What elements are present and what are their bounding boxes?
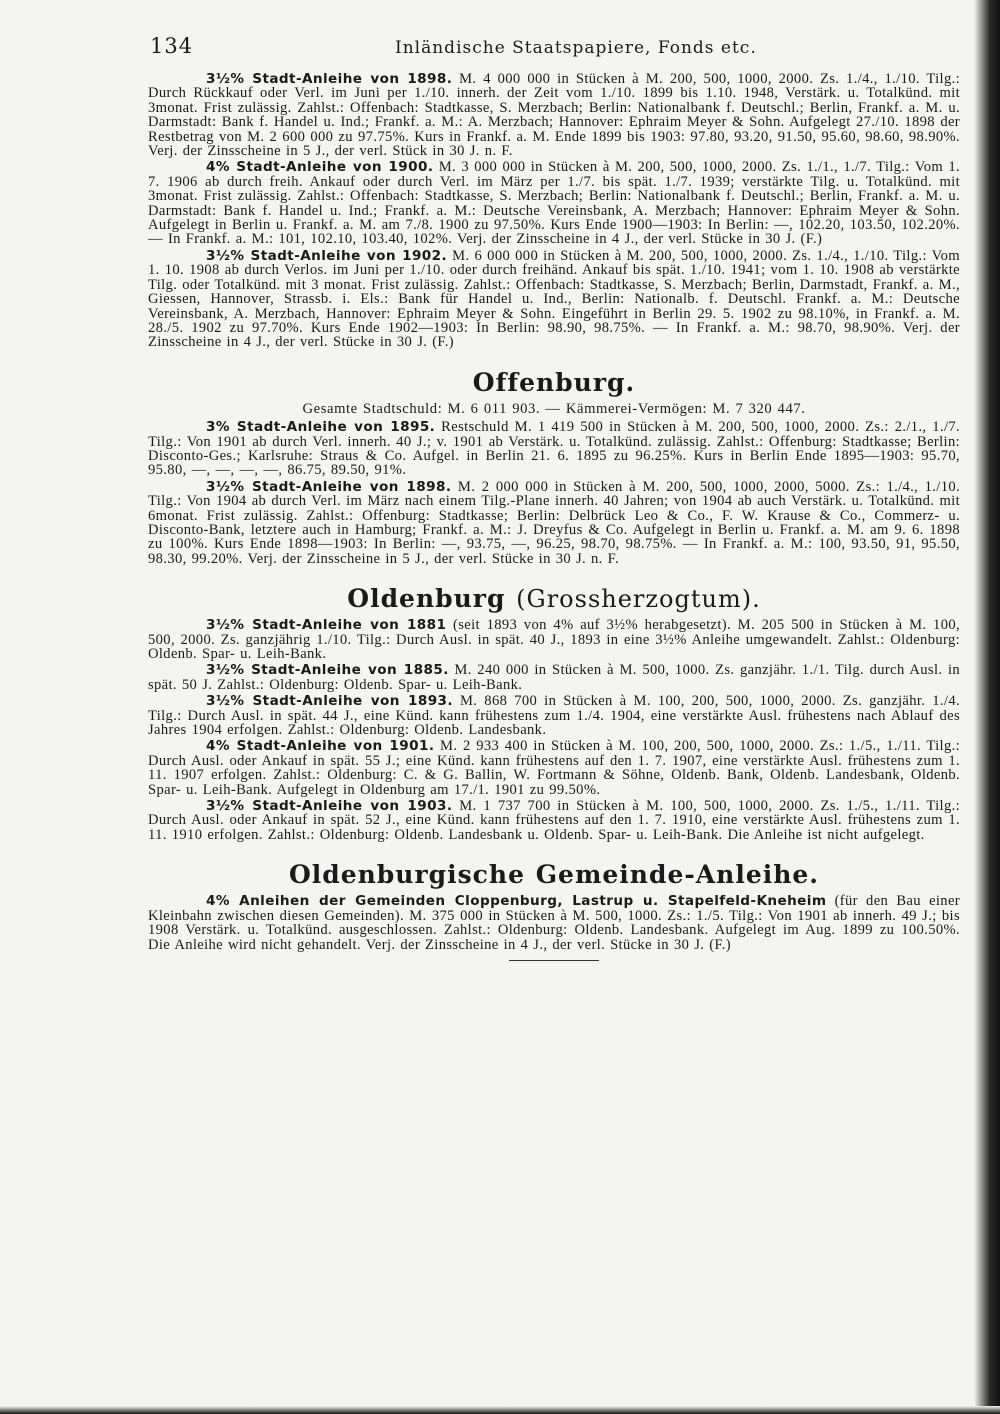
entry-text: (seit 1893 von 4% auf 3½% herabgesetzt). M. 205 500 in Stücken à M. 100, 500, 2000. Zs. ganzjährig 1./10. Tilg.: Durch Ausl. in spät. 40 J., 1893 in eine 3½% Anleihe umgewandelt. Zahlst.: Oldenburg: Oldenb. Spar- u. Leih-Bank. [148, 617, 960, 662]
running-title: Inländische Staatspapiere, Fonds etc. [395, 38, 757, 58]
entry-text: M. 3 000 000 in Stücken à M. 200, 500, 1000, 2000. Zs. 1./1., 1./7. Tilg.: Vom 1. 7. 1906 ab durch freih. Ankauf oder durch Verl. im März per 1./7. bis spät. 1./7. 1939; verstärkte Tilg. u. Totalkünd. mit 3monat. Frist zulässig. Zahlst.: Offenbach: Stadtkasse, S. Merzbach; Berlin: Nationalbank f. Deutschl.; Berlin, Frankf. a. M. u. Darmstadt: Bank f. Handel u. Ind.; Frankf. a. M.: Deutsche Vereinsbank, A. Merzbach; Hannover: Ephraim Meyer & Sohn. Aufgelegt in Berlin u. Frankf. a. M. am 7./8. 1900 zu 97.50%. Kurs Ende 1900—1903: In Berlin: —, 102.20, 103.50, 102.20%. — In Frankf. a. M.: 101, 102.10, 103.40, 102%. Verj. der Zinsscheine in 4 J., der verl. Stücke in 30 J. (F.) [148, 159, 960, 248]
section-title-sub: (Grossherzogtum). [516, 585, 761, 614]
entry-heading: 3½% Stadt-Anleihe von 1898. [206, 71, 453, 87]
scan-bottom-edge [0, 1406, 1000, 1414]
entry-heading: 3% Stadt-Anleihe von 1895. [206, 419, 436, 436]
scan-edge-shadow [974, 0, 1000, 1414]
entry-paragraph [148, 160, 960, 246]
entry-text: M. 1 737 700 in Stücken à M. 100, 500, 1000, 2000. Zs. 1./5., 1./11. Tilg.: Durch Ausl. oder Ankauf in spät. 52 J., eine Künd. kann frühestens auf den 1. 7. 1910, eine verstärkte Ausl. frühestens zum 1. 11. 1910 erfolgen. Zahlst.: Oldenburg: Oldenb. Landesbank u. Oldenb. Spar- u. Leih-Bank. Die Anleihe ist nicht aufgelegt. [148, 798, 961, 843]
entry-paragraph [148, 618, 960, 661]
entry-text: M. 2 000 000 in Stücken à M. 200, 500, 1000, 2000, 5000. Zs.: 1./4., 1./10. Tilg.: Von 1904 ab durch Verl. im März nach einem Tilg.-Plane innerh. 40 Jahren; von 1904 ab auch Verstärk. u. Totalkünd. mit 6monat. Frist zulässig. Zahlst.: Offenburg: Stadtkasse; Berlin: Delbrück Leo & Co., F. W. Krause & Co., Commerz- u. Disconto-Bank, letztere auch in Hamburg; Frankf. a. M.: J. Dreyfus & Co. Aufgelegt in Berlin u. Frankf. a. M. am 9. 6. 1898 zu 100%. Kurs Ende 1898—1903: In Berlin: —, 93.75, —, 96.25, 98.70, 98.75%. — In Frankf. a. M.: 100, 93.50, 91, 95.50, 98.30, 99.20%. Verj. der Zinsscheine in 5 J., der verl. Stücke in 30 J. n. F. [148, 478, 960, 567]
entry-paragraph [148, 480, 960, 566]
entry-paragraph [148, 894, 960, 952]
page-header [150, 34, 940, 64]
closing-rule [509, 960, 599, 961]
entry-heading: 3½% Stadt-Anleihe von 1885. [206, 662, 449, 679]
entry-text: M. 4 000 000 in Stücken à M. 200, 500, 1000, 2000. Zs. 1./4., 1./10. Tilg.: Durch Rückkauf oder Verl. im Juni per 1./10. innerh. der Zeit vom 1./10. 1899 bis 1.10. 1948, Verstärk. u. Totalkünd. mit 3monat. Frist zulässig. Zahlst.: Offenbach: Stadtkasse, S. Merzbach; Berlin: Nationalbank f. Deutschl.; Berlin, Frankf. a. M. u. Darmstadt: Bank f. Handel u. Ind.; Frankf. a. M.: A. Merzbach; Hannover: Ephraim Meyer & Sohn. Aufgelegt 27./10. 1898 der Restbetrag von M. 2 600 000 zu 97.75%. Kurs in Frankf. a. M. Ende 1899 bis 1903: 97.80, 93.20, 91.50, 95.60, 98.60, 98.90%. Verj. der Zinsscheine in 5 J., der verl. Stück in 30 J. n. F. [148, 71, 960, 160]
entry-text: Restschuld M. 1 419 500 in Stücken à M. 200, 500, 1000, 2000. Zs.: 2./1., 1./7. Tilg.: Von 1901 ab durch Verl. innerh. 40 J.; v. 1901 ab Verstärk. u. Totalkünd. zulässig. Zahlst.: Offenburg: Stadtkasse; Berlin: Disconto-Ges.; Karlsruhe: Straus & Co. Aufgel. in Berlin 21. 6. 1895 zu 96.25%. Kurs in Berlin Ende 1895—1903: 95.70, 95.80, —, —, —, —, 86.75, 89.50, 91%. [148, 419, 960, 479]
section-title-gemeinde: Oldenburgische Gemeinde-Anleihe. [288, 860, 820, 890]
entry-heading: 3½% Stadt-Anleihe von 1898. [206, 478, 452, 495]
page-number: 134 [150, 34, 194, 58]
entry-paragraph [148, 420, 960, 478]
entry-heading: 3½% Stadt-Anleihe von 1903. [206, 798, 453, 815]
entry-text: M. 240 000 in Stücken à M. 500, 1000. Zs. ganzjähr. 1./1. Tilg. durch Ausl. in spät. 50 J. Zahlst.: Oldenburg: Oldenb. Spar- u. Leih-Bank. [148, 662, 960, 693]
entry-heading: 3½% Stadt-Anleihe von 1893. [206, 693, 453, 710]
entry-paragraph [148, 663, 960, 692]
section-title-offenburg: Offenburg. [472, 367, 636, 397]
section-title-main: Oldenburg [347, 584, 506, 614]
entry-paragraph [148, 694, 960, 737]
entry-heading: 3½% Stadt-Anleihe von 1902. [206, 247, 448, 264]
entry-text: M. 2 933 400 in Stücken à M. 100, 200, 500, 1000, 2000. Zs.: 1./5., 1./11. Tilg.: Durch Ausl. oder Ankauf in spät. 55 J.; eine Künd. kann frühestens auf den 1. 7. 1907, eine verstärkte Ausl. frühestens zum 1. 11. 1907 erfolgen. Zahlst.: Oldenburg: C. & G. Ballin, W. Fortmann & Söhne, Oldenb. Bank, Oldenb. Landesbank, Oldenb. Spar- u. Leih-Bank. Aufgelegt in Oldenburg am 17./1. 1901 zu 99.50%. [148, 738, 960, 798]
entry-paragraph [148, 799, 960, 842]
entry-heading: 3½% Stadt-Anleihe von 1881 [206, 617, 447, 634]
entry-paragraph [148, 249, 960, 350]
entry-paragraph [148, 72, 960, 158]
entry-text: M. 868 700 in Stücken à M. 100, 200, 500, 1000, 2000. Zs. ganzjähr. 1./4. Tilg.: Durch Ausl. in spät. 44 J., eine Künd. kann frühestens zum 1./4. 1904, eine verstärkte Ausl. frühestens nach Ablauf des Jahres 1904 erfolgen. Zahlst.: Oldenburg: Oldenb. Landesbank. [148, 693, 960, 739]
page-content [148, 72, 960, 961]
section-summary: Gesamte Stadtschuld: M. 6 011 903. — Kämmerei-Vermögen: M. 7 320 447. [302, 400, 806, 417]
entry-heading: 4% Anleihen der Gemeinden Cloppenburg, Lastrup u. Stapelfeld-Kneheim [206, 893, 827, 910]
entry-text: M. 6 000 000 in Stücken à M. 200, 500, 1000, 2000. Zs. 1./4., 1./10. Tilg.: Vom 1. 10. 1908 ab durch Verlos. im Juni per 1./10. oder durch freihänd. Ankauf bis spät. 1./10. 1941; vom 1. 10. 1908 ab verstärkte Tilg. oder Totalkünd. mit 3 monat. Frist zulässig. Zahlst.: Offenbach: Stadtkasse, S. Merzbach; Berlin, Darmstadt, Frankf. a. M., Giessen, Hannover, Strassb. i. Els.: Bank für Handel u. Ind., Berlin: Nationalb. f. Deutschl. Frankf. a. M.: Deutsche Vereinsbank, A. Merzbach, Hannover: Ephraim Meyer & Sohn. Eingeführt in Berlin 29. 5. 1902 zu 98.10%, in Frankf. a. M. 28./5. 1902 zu 97.70%. Kurs Ende 1902—1903: In Berlin: 98.90, 98.75%. — In Frankf. a. M.: 98.70, 98.90%. Verj. der Zinsscheine in 4 J., der verl. Stücke in 30 J. (F.) [148, 247, 960, 351]
section-title-oldenburg [148, 586, 960, 612]
entry-text: (für den Bau einer Kleinbahn zwischen diesen Gemeinden). M. 375 000 in Stücken à M. 500, 1000. Zs.: 1./5. Tilg.: Von 1901 ab innerh. 49 J.; bis 1908 Verstärk. u. Totalkünd. ausgeschlossen. Zahlst.: Oldenburg: Oldenb. Landesbank. Aufgelegt im Aug. 1899 zu 100.50%. Die Anleihe wird nicht gehandelt. Verj. der Zinsscheine in 4 J., der verl. Stücke in 30 J. (F.) [148, 893, 960, 953]
entry-paragraph [148, 739, 960, 797]
entry-heading: 4% Stadt-Anleihe von 1901. [206, 738, 435, 755]
entry-heading: 4% Stadt-Anleihe von 1900. [206, 159, 434, 176]
